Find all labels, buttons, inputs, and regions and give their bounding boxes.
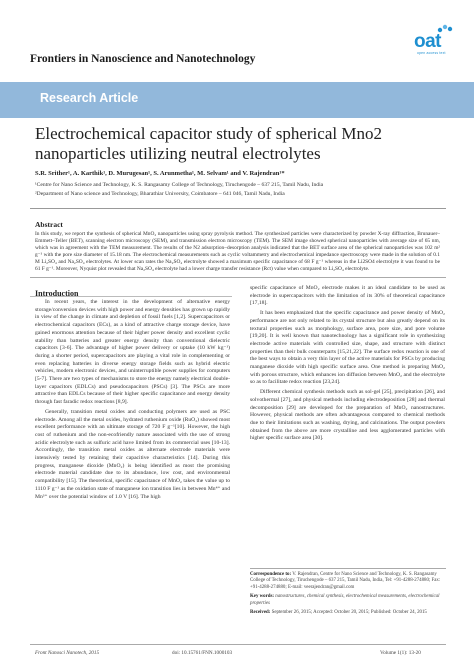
introduction-heading: Introduction [35,289,79,298]
footer-divider [30,644,446,645]
abstract-heading: Abstract [35,220,63,229]
footer-citation: Front Nanosci Nanotech, 2015 [35,650,100,656]
correspondence-text: V. Rajendran, Centre for Nano Science and Technology, K. S. Rangasamy College of Technology, Tiruchengode – 637 215, Tamil Nadu, India, Tel: +91-4288-274880; Fax: +91-4288-274880; E-mail: veerajendran@gmail.com [250,572,441,590]
dates-line [250,610,446,616]
article-type-label: Research Article [40,91,139,105]
paragraph: In recent years, the interest in the development of alternative energy storage/conversion devices with high power and energy densities has grown up rapidly in view of the change in climate and depletion of fossil fuels [1,2]. Supercapacitors or electrochemical capacitors (ECs), as a kind of attractive charge storage device, have gained enormous attention because of their higher power density and excellent cyclic stability than batteries and greater energy density than conventional dielectric capacitors [3-6]. The advantage of higher power delivery or uptake (10 kW kg⁻¹) during a shorter period, supercapacitors are playing a vital role in complementing or even replacing batteries in diverse energy storage fields such as hybrid electric vehicles, modern electronic devices, and uninterruptible power supplies for computers [5-7]. There are two types of mechanisms to store the energy namely electrical double-layer capacitors (EDLCs) and pseudocapacitors (PSCs) [3]. The PSCs are more attractive than EDLCs because of their higher specific capacitance and energy density through fast faradic redox reactions [8,9]. [35,299,230,406]
paragraph: Generally, transition metal oxides and conducting polymers are used as PSC electrode. Among all the metal oxides, hydrated ruthenium oxide (RuO₂) showed most excellent performance with an ultimate storage of 720 F g⁻¹[10]. However, the high cost of ruthenium and the non-ecofriendly nature associated with the use of strong acidic electrolyte such as sulfuric acid have limited from its commercial uses [10-13]. Accordingly, the transition metal oxides as alternate electrode materials were intensively tested by retaining their capacitive characteristics [14]. During this progress, manganese dioxide (MnO₂) is being identified as most the promising electrode material candidate due to its abundance, low cost, and environmental compatibility [15]. The theoretical, specific capacitance of MnO₂ takes the value up to 1110 F g⁻¹ as the oxidation state of manganese ion transition lies in between Mn⁴⁺ and Mn³⁺ over the potential window of 1.0 V [16]. The high [35,408,230,500]
paragraph: specific capacitance of MnO₂ electrode makes it an ideal candidate to be used as electrode in supercapacitors with the limitation of its 30% of theoretical capacitance [17,18]. [250,285,445,307]
abstract-text: In this study, we report the synthesis of spherical MnO₂ nanoparticles using spray pyrolysis method. The synthesized particles were characterized by powder X-ray diffraction, Brunauer–Emmett–Teller (BET), scanning electron microscopy (SEM), and transmission electron microscopy (TEM). The SEM image showed spherical nanoparticles with average size of 65 nm, which was in agreement with the TEM measurement. The results of the N2 adsorption–desorption analysis indicated that the BET surface area of the spherical nanoparticles was 102 m² g⁻¹ with the pore size diameter of 15.18 nm. The electrochemical measurements such as cyclic voltammetry and electrochemical impedance spectroscopy were made in the solution of 0.1 M Li₂SO₄ and Na₂SO₄ electrolytes. At lower scan rates the Na₂SO₄ electrolyte showed a maximum specific capacitance of 68 F g⁻¹ whereas in the Li2SO4 electrolyte it was found to be 61 F g⁻¹. Moreover, Nyquist plot revealed that Na₂SO₄ electrolyte had a lower charge transfer resistance (Rct) value when compared to Li₂SO₄ electrolyte. [35,231,440,272]
logo-word: oat [414,31,441,52]
correspondence-label: Correspondence to: [250,572,292,577]
footer-volume: Volume 1(1): 13-20 [380,650,421,656]
keywords-text: nanostructures, chemical synthesis, electrochemical measurements, electrochemical properties [250,594,440,606]
keywords-label: Key words: [250,594,275,600]
divider [30,277,446,278]
publisher-logo [414,24,454,54]
divider [250,568,446,569]
footer-doi: doi: 10.15761/FNN.1000103 [172,650,233,656]
paragraph: Different chemical synthesis methods such as sol-gel [25], precipitation [26], and solvothermal [27], and physical methods including electrodeposition [28] and thermal decomposition [29] are developed for the preparation of MnO₂ nanostructures. However, physical methods are often advantageous compared to chemical methods due to their limitations such as washing, drying, and calcinations. The output powders obtained from the above are more crystalline and less agglomerated particles with higher specific surface area [30]. [250,389,445,442]
affiliation-2: ²Department of Nano science and Technology, Bharathiar University, Coimbatore – 641 046, Tamil Nadu, India [35,191,285,197]
paragraph: It has been emphasized that the specific capacitance and power density of MnO₂ performance are not only related to its crystal structure but also greatly depend on its textural properties such as morphology, surface area, pore size, and pore volume [19,20]. It is well known that nanotechnology has a significant role in synthesizing electrode active materials with controlled size, shape, and structure with distinct properties than their bulk counterparts [15,21,22]. The surface redox reaction is one of the best ways to obtain a very thin layer of the active materials for PSCs by producing manganese dioxide with high specific surface area. One method is preparing MnO₂ with porous structure, which enhances ion diffusion between MnO₂ and the electrolyte so as to facilitate redox reaction [23,24]. [250,310,445,386]
divider [30,208,446,209]
logo-tagline: open access text [417,51,446,55]
right-column [250,285,445,445]
dates-label: Received: [250,610,271,616]
affiliation-1: ¹Centre for Nano Science and Technology, K. S. Rangasamy College of Technology, Tiruchengode – 637 215, Tamil Nadu, India [35,182,324,188]
correspondence-line [250,572,446,591]
author-list: S.R. Srither¹, A. Karthik¹, D. Murugesan¹, S. Arunmetha¹, M. Selvam¹ and V. Rajendran¹* [35,170,285,177]
keywords-line [250,594,446,607]
journal-name: Frontiers in Nanoscience and Nanotechnology [30,53,256,65]
correspondence-block [250,572,446,616]
article-type-banner [0,82,474,118]
article-title: Electrochemical capacitor study of spherical Mno2 nanoparticles utilizing neutral electrolytes [35,124,382,163]
dates-text: September 26, 2015; Accepted: October 20, 2015; Published: October 24, 2015 [271,610,427,616]
left-column [35,299,230,503]
divider [30,296,232,297]
